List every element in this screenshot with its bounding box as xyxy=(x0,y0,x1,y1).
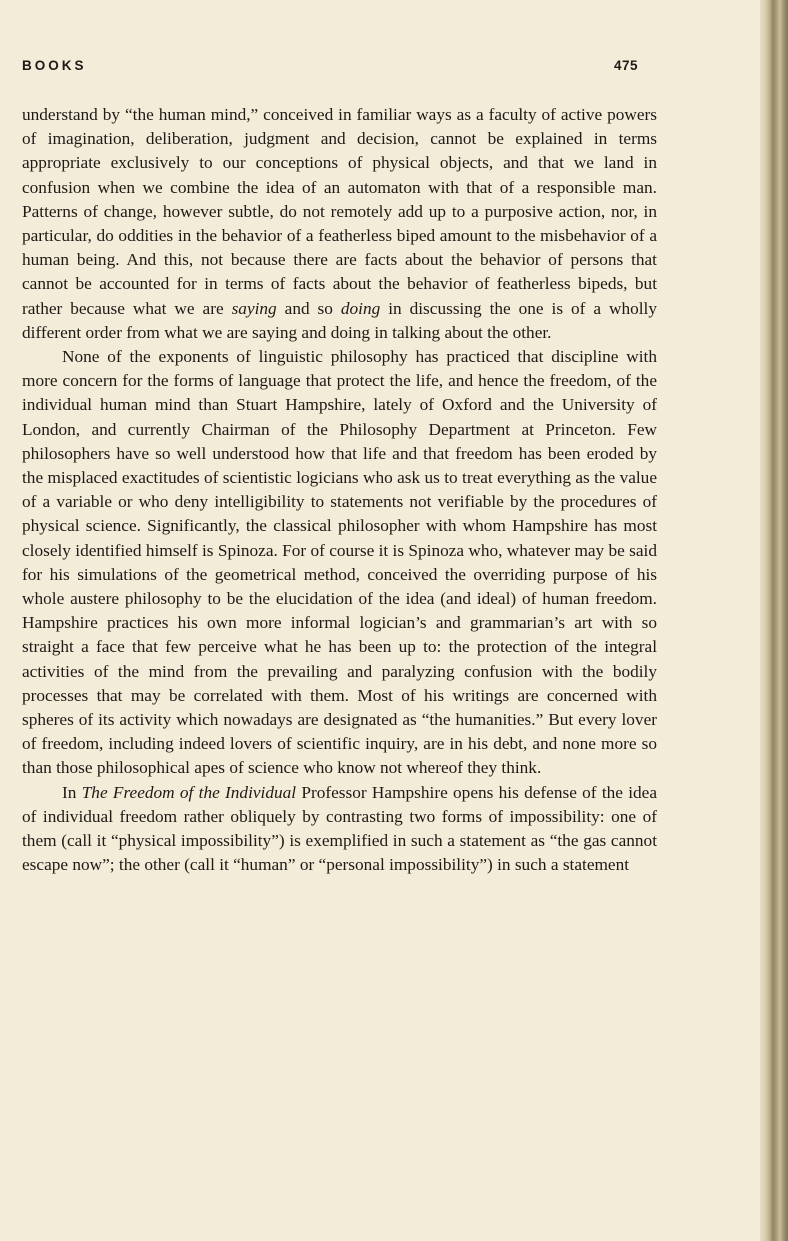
emphasis-doing: doing xyxy=(340,298,381,318)
page-number: 475 xyxy=(613,58,638,73)
paragraph-1-part-1: understand by “the human mind,” conceived in familiar ways as a faculty of active powers of imagination, deliberation, judgment and decision, cannot be explained in terms appropriate exclusively to our conceptions of physical objects, and that we land in confusion when we combine the idea of an automaton with that of a responsible man. Patterns of change, however subtle, do not remotely add up to a purposive action, nor, in particular, do oddities in the behavior of a featherless biped amount to the misbehavior of a human being. And this, not because there are facts about the behavior of persons that cannot be accounted for in terms of facts about the behavior of featherless bipeds, but rather because what we are xyxy=(22,105,657,318)
paragraph-2: None of the exponents of linguistic philosophy has practiced that discipline with more concern for the forms of language that protect the life, and hence the freedom, of the individual human mind than Stuart Hampshire, lately of Oxford and the University of London, and currently Chairman of the Philosophy Department at Princeton. Few philosophers have so well understood how that life and that freedom has been eroded by the misplaced exactitudes of scientistic logicians who ask us to treat everything as the value of a variable or who deny intelligibility to statements not verifiable by the procedures of physical science. Significantly, the classical philosopher with whom Hampshire has most closely identified himself is Spinoza. For of course it is Spinoza who, whatever may be said for his simulations of the geometrical method, conceived the overriding purpose of his whole austere philosophy to be the elucidation of the idea (and ideal) of human freedom. Hampshire practices his own more informal logician’s and grammarian’s art with so straight a face that few perceive what he has been up to: the protection of the integral activities of the mind from the prevailing and paralyzing confusion with the bodily processes that may be correlated with them. Most of his writings are concerned with spheres of its activity which nowadays are designated as “the humanities.” But every lover of freedom, including indeed lovers of scientific inquiry, are in his debt, and none more so than those philosophical apes of science who know not whereof they think. xyxy=(22,347,657,778)
book-title: The Freedom of the Individual xyxy=(81,782,297,802)
paragraph-1 xyxy=(22,103,657,345)
emphasis-saying: saying xyxy=(231,298,277,318)
paragraph-3-part-1: In xyxy=(62,782,82,802)
paragraph-3-part-2: Professor Hampshire opens his defense of the idea of individual freedom rather obliquely by contrasting two forms of impossibility: one of them (call it “physical impossibility”) is exemplified in such a statement as “the gas cannot escape now”; the other (call it “human” or “personal impossibility”) in such a statement xyxy=(22,782,658,875)
running-head: BOOKS xyxy=(22,58,87,73)
page-header xyxy=(22,58,638,78)
page-binding-edge xyxy=(760,0,788,1241)
paragraph-1-part-2: and so xyxy=(276,298,341,318)
paragraph-1-part-3: in discussing the one is of a wholly different order from what we are saying and doing in talking about the other. xyxy=(22,298,657,342)
paragraph-3 xyxy=(22,781,657,878)
body-text xyxy=(22,103,657,878)
